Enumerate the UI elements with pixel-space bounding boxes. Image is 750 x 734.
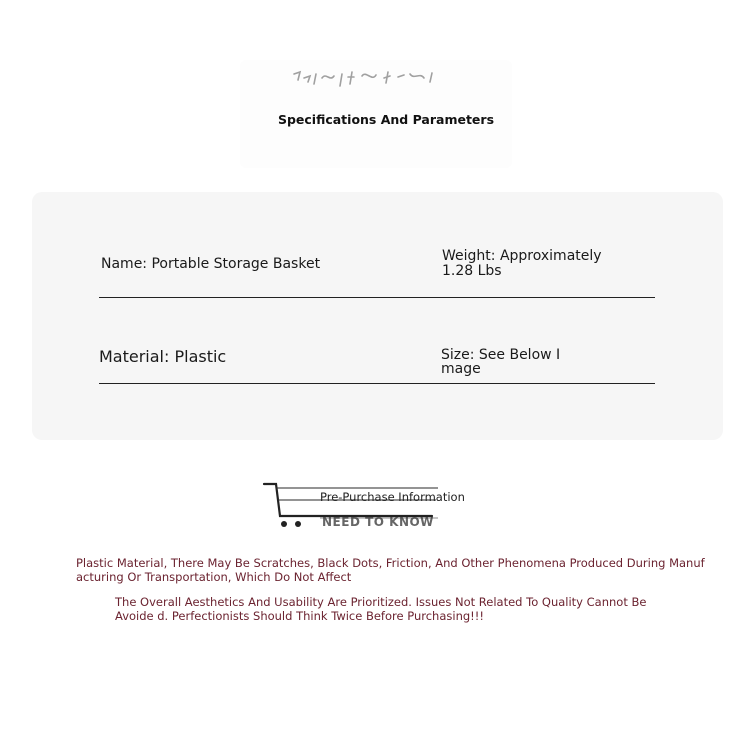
notice-paragraph: The Overall Aesthetics And Usability Are Prioritized. Issues Not Related To Quality Cannot Be Avoide d. Perfectionists Should Think Twice Before Purchasing!!! xyxy=(115,595,647,623)
spec-size: Size: See Below I mage xyxy=(441,347,561,377)
decorative-scribble-icon xyxy=(292,68,442,90)
page-title: Specifications And Parameters xyxy=(277,112,495,127)
need-to-know-subheading: NEED TO KNOW xyxy=(322,515,434,529)
notice-paragraph: Plastic Material, There May Be Scratches, Black Dots, Friction, And Other Phenomena Produced During Manuf acturing Or Transportation, Which Do Not Affect xyxy=(76,556,705,584)
spec-weight: Weight: Approximately 1.28 Lbs xyxy=(442,248,602,279)
divider xyxy=(99,383,655,384)
spec-name: Name: Portable Storage Basket xyxy=(101,256,321,272)
spec-material: Material: Plastic xyxy=(99,347,227,366)
divider xyxy=(99,297,655,298)
pre-purchase-heading: Pre-Purchase Information xyxy=(320,490,465,504)
specifications-panel xyxy=(32,192,723,440)
